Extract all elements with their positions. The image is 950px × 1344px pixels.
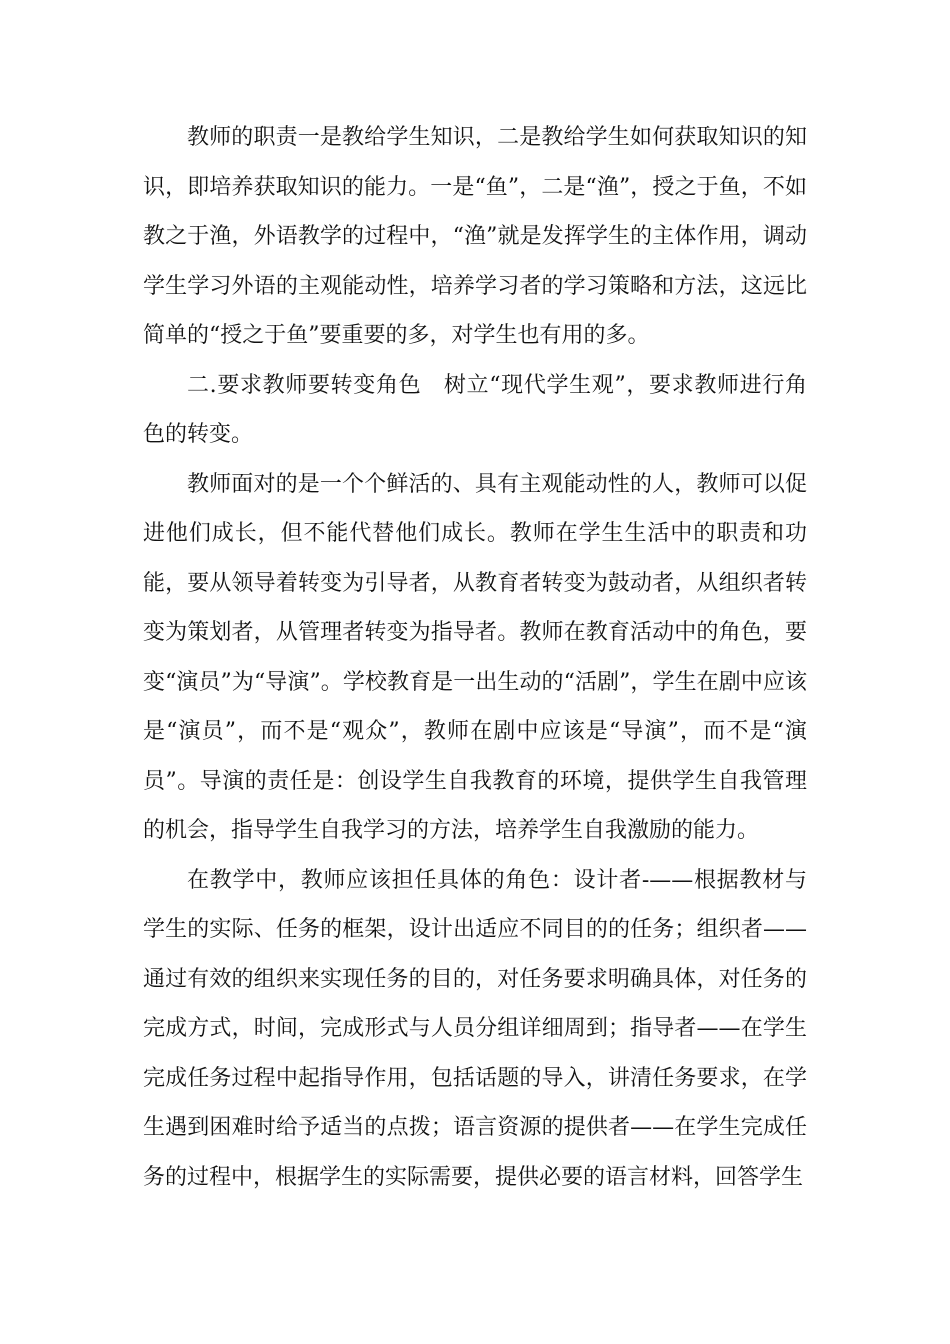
document-body bbox=[143, 113, 807, 1202]
paragraph-teacher-as-director: 教师面对的是一个个鲜活的、具有主观能动性的人，教师可以促进他们成长，但不能代替他们成长。教师在学生生活中的职责和功能，要从领导着转变为引导者，从教育者转变为鼓动者，从组织者转变为策划者，从管理者转变为指导者。教师在教育活动中的角色，要变“演员”为“导演”。学校教育是一出生动的“活剧”，学生在剧中应该是“演员”，而不是“观众”，教师在剧中应该是“导演”，而不是“演员”。导演的责任是：创设学生自我教育的环境，提供学生自我管理的机会，指导学生自我学习的方法，培养学生自我激励的能力。 bbox=[143, 471, 807, 843]
paragraph-teacher-duties: 教师的职责一是教给学生知识，二是教给学生如何获取知识的知识，即培养获取知识的能力。一是“鱼”，二是“渔”，授之于鱼，不如教之于渔，外语教学的过程中，“渔”就是发挥学生的主体作用，调动学生学习外语的主观能动性，培养学习者的学习策略和方法，这远比简单的“授之于鱼”要重要的多，对学生也有用的多。 bbox=[143, 125, 807, 348]
paragraph-role-change-heading: 二.要求教师要转变角色 树立“现代学生观”，要求教师进行角色的转变。 bbox=[143, 372, 807, 447]
paragraph-teaching-roles: 在教学中，教师应该担任具体的角色：设计者-——根据教材与学生的实际、任务的框架，设计出适应不同目的的任务；组织者——通过有效的组织来实现任务的目的，对任务要求明确具体，对任务的完成方式，时间，完成形式与人员分组详细周到；指导者——在学生完成任务过程中起指导作用，包括话题的导入，讲清任务要求，在学生遇到困难时给予适当的点拨；语言资源的提供者——在学生完成任务的过程中，根据学生的实际需要，提供必要的语言材料，回答学生 bbox=[143, 867, 807, 1190]
